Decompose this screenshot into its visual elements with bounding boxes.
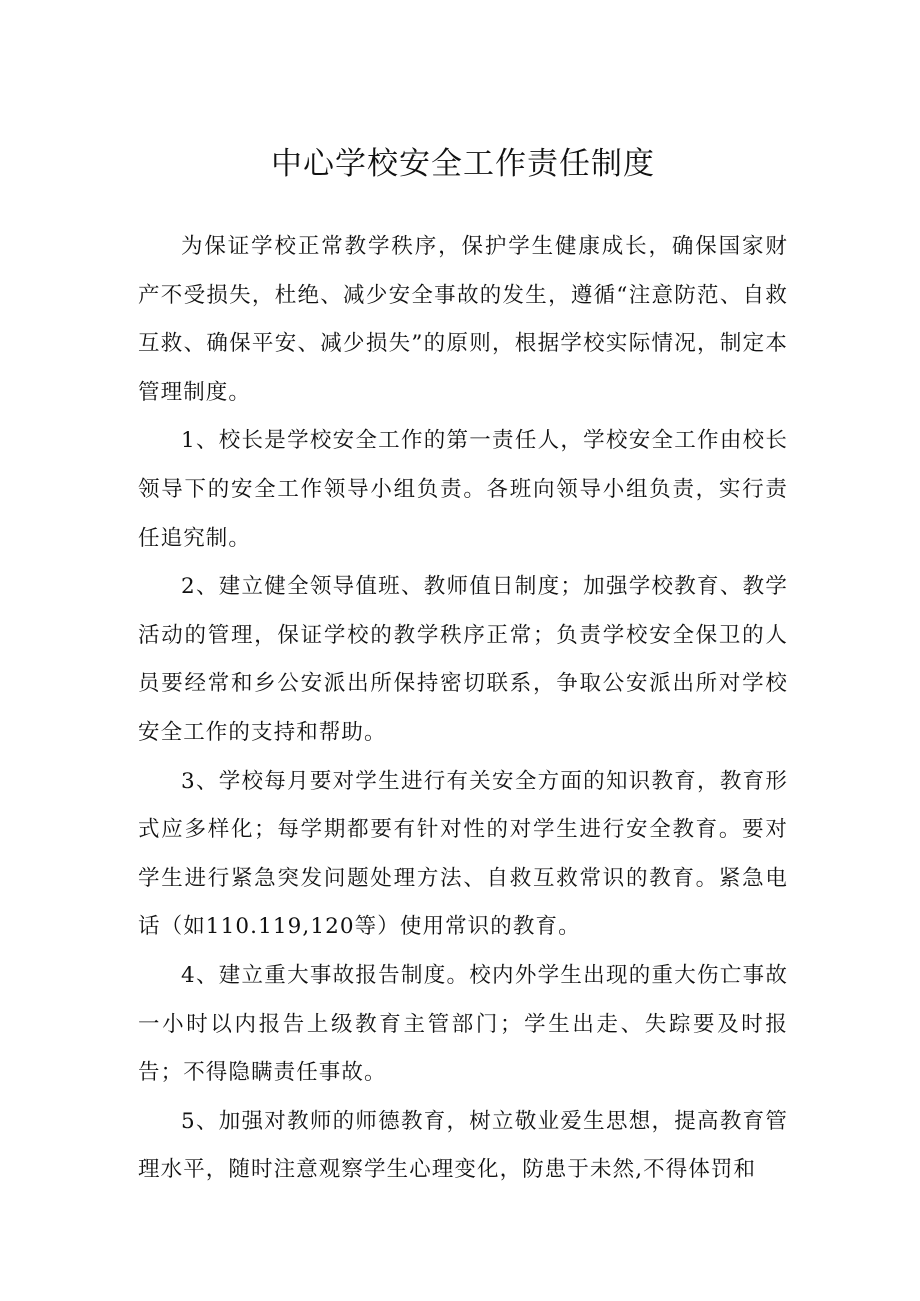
paragraph-item-5: 5、加强对教师的师德教育，树立敬业爱生思想，提高教育管理水平，随时注意观察学生心理变化，防患于未然,不得体罚和 xyxy=(138,1108,788,1183)
paragraph-intro: 为保证学校正常教学秩序，保护学生健康成长，确保国家财产不受损失，杜绝、减少安全事故的发生，遵循“注意防范、自救互救、确保平安、减少损失”的原则，根据学校实际情况，制定本管理制度。 xyxy=(138,234,788,405)
paragraph-item-3: 3、学校每月要对学生进行有关安全方面的知识教育，教育形式应多样化；每学期都要有针对性的对学生进行安全教育。要对学生进行紧急突发问题处理方法、自救互救常识的教育。紧急电话（如110.119,120等）使用常识的教育。 xyxy=(138,768,788,940)
paragraph-item-2: 2、建立健全领导值班、教师值日制度；加强学校教育、教学活动的管理，保证学校的教学秩序正常；负责学校安全保卫的人员要经常和乡公安派出所保持密切联系，争取公安派出所对学校安全工作的支持和帮助。 xyxy=(138,574,788,745)
document-page xyxy=(138,142,788,1195)
paragraph-item-1: 1、校长是学校安全工作的第一责任人，学校安全工作由校长领导下的安全工作领导小组负责。各班向领导小组负责，实行责任追究制。 xyxy=(138,428,788,551)
paragraph-item-4: 4、建立重大事故报告制度。校内外学生出现的重大伤亡事故一小时以内报告上级教育主管部门；学生出走、失踪要及时报告；不得隐瞒责任事故。 xyxy=(138,962,788,1086)
document-title: 中心学校安全工作责任制度 xyxy=(271,146,655,182)
